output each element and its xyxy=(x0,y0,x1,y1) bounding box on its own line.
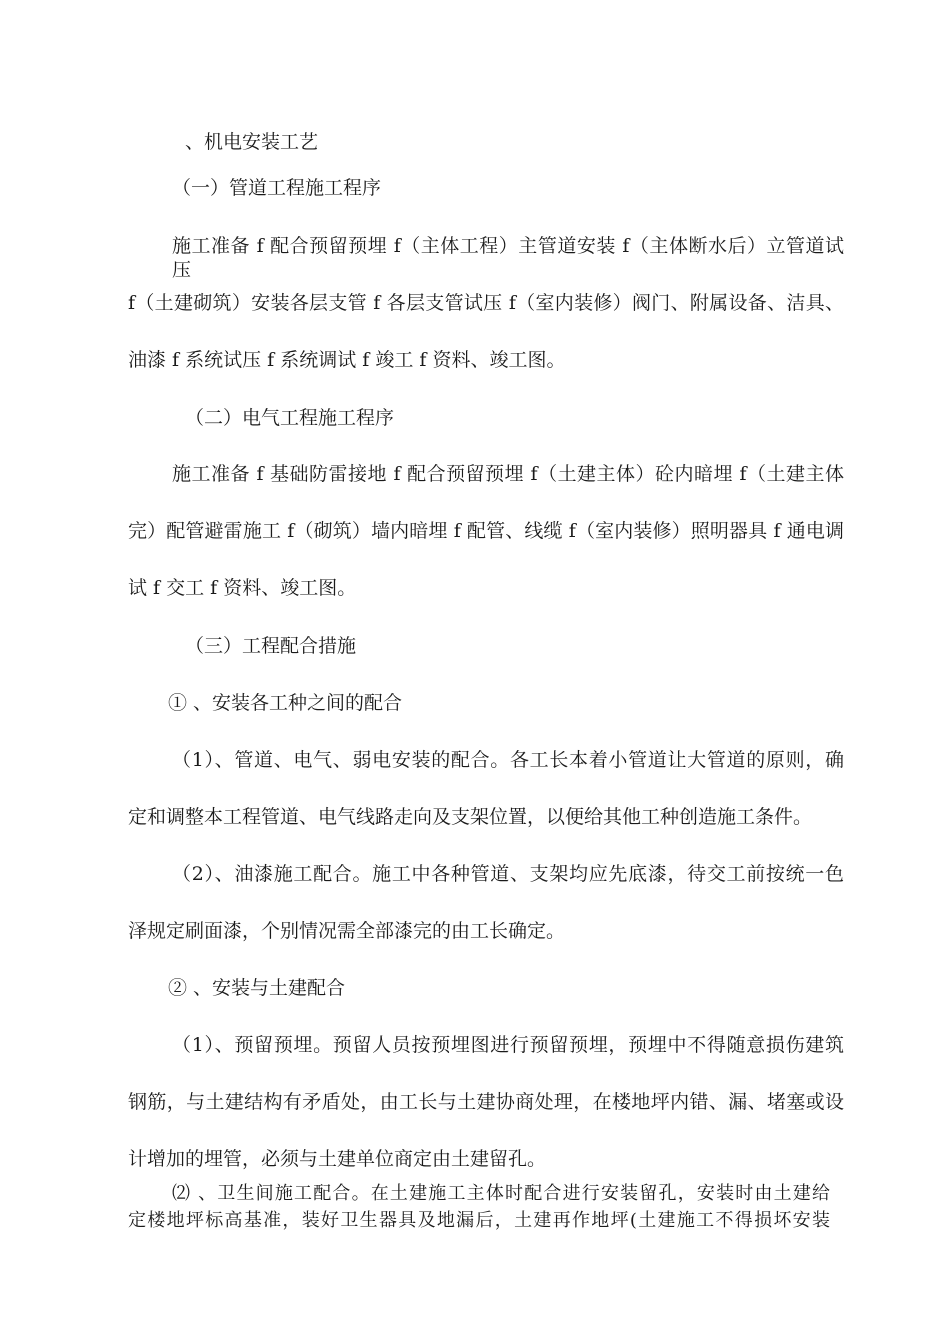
subsection-heading: （一）管道工程施工程序 xyxy=(172,177,382,199)
paragraph-line: 泽规定刷面漆，个别情况需全部漆完的由工长确定。 xyxy=(128,920,566,942)
section-heading: 、机电安装工艺 xyxy=(185,131,319,153)
paragraph-line: 计增加的埋管，必须与土建单位商定由土建留孔。 xyxy=(128,1148,547,1170)
paragraph-line: 试 f 交工 f 资料、竣工图。 xyxy=(128,577,357,599)
paragraph-line: 定和调整本工程管道、电气线路走向及支架位置，以便给其他工种创造施工条件。 xyxy=(128,806,813,828)
subsection-heading: （二）电气工程施工程序 xyxy=(185,407,395,429)
paragraph-line: 施工准备 f 基础防雷接地 f 配合预留预埋 f（土建主体）砼内暗埋 f（土建主体 xyxy=(172,463,844,485)
paragraph-line: 完）配管避雷施工 f（砌筑）墙内暗埋 f 配管、线缆 f（室内装修）照明器具 f 通电调 xyxy=(128,520,844,542)
paragraph-line: ⑵ 、卫生间施工配合。在土建施工主体时配合进行安装留孔，安装时由土建给 xyxy=(172,1183,830,1204)
paragraph-line: f（土建砌筑）安装各层支管 f 各层支管试压 f（室内装修）阀门、附属设备、洁具、 xyxy=(128,292,844,314)
paragraph-line: （2）、油漆施工配合。施工中各种管道、支架均应先底漆，待交工前按统一色 xyxy=(172,863,844,885)
paragraph-line: 油漆 f 系统试压 f 系统调试 f 竣工 f 资料、竣工图。 xyxy=(128,349,566,371)
paragraph-line: 定楼地坪标高基准，装好卫生器具及地漏后，土建再作地坪(土建施工不得损坏安装 xyxy=(128,1210,830,1231)
item-heading: ① 、安装各工种之间的配合 xyxy=(168,692,403,714)
subsection-heading: （三）工程配合措施 xyxy=(185,635,357,657)
paragraph-line: （1）、管道、电气、弱电安装的配合。各工长本着小管道让大管道的原则，确 xyxy=(172,749,844,771)
paragraph-line: 施工准备 f 配合预留预埋 f（主体工程）主管道安装 f（主体断水后）立管道试压 xyxy=(172,235,844,281)
paragraph-line: 钢筋，与土建结构有矛盾处，由工长与土建协商处理，在楼地坪内错、漏、堵塞或设 xyxy=(128,1091,844,1113)
item-heading: ② 、安装与土建配合 xyxy=(168,977,346,999)
paragraph-line: （1）、预留预埋。预留人员按预埋图进行预留预埋，预埋中不得随意损伤建筑 xyxy=(172,1034,844,1056)
